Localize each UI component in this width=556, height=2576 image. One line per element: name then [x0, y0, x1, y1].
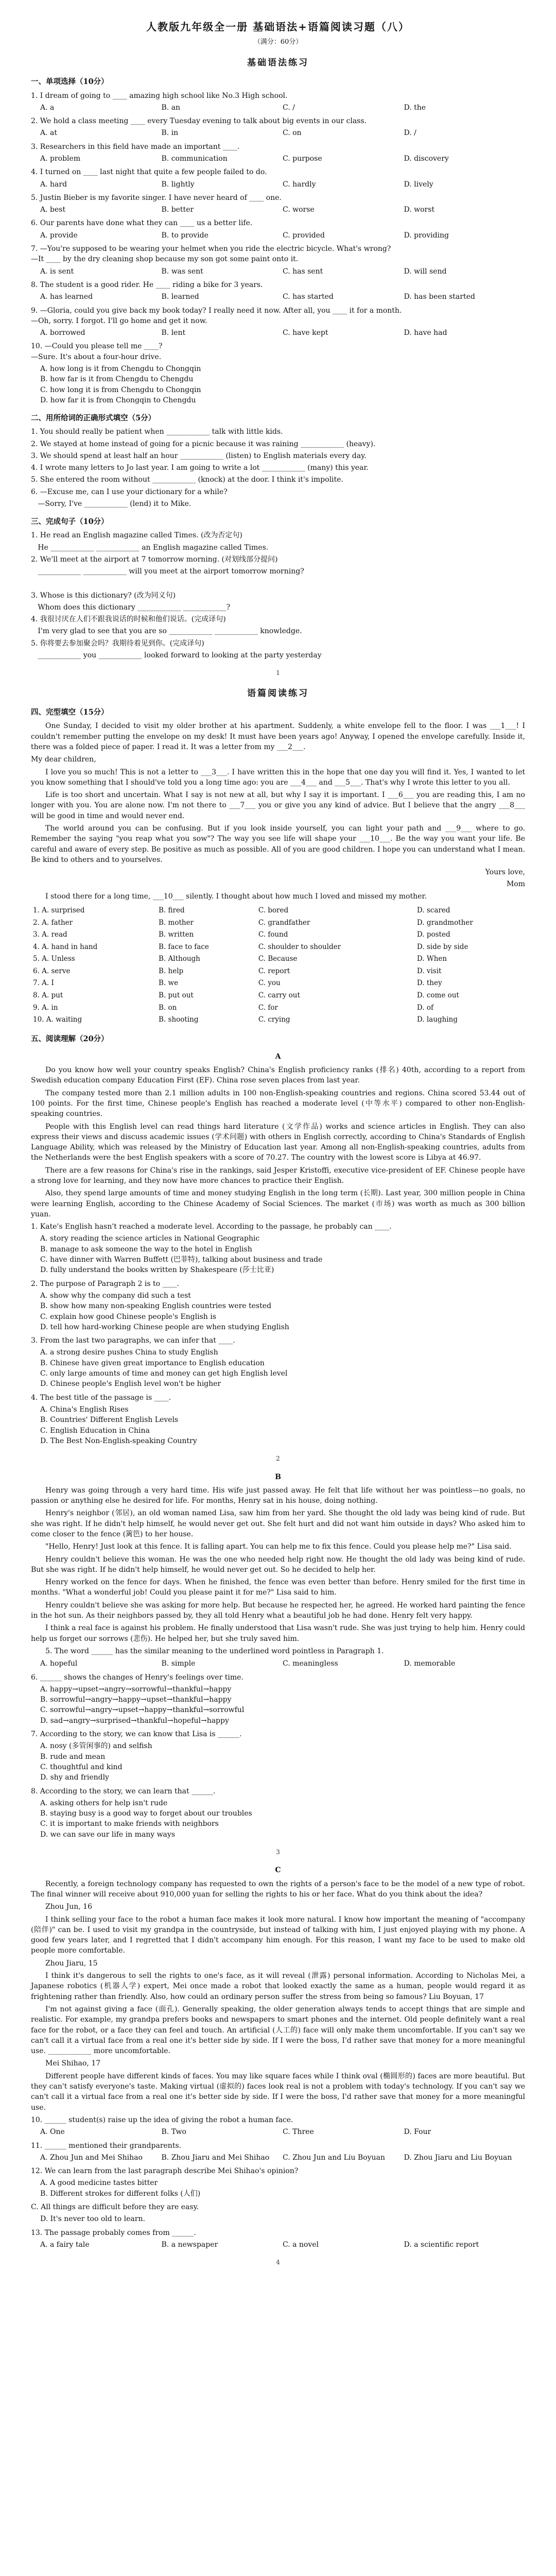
cloze-option: D. they [416, 979, 442, 988]
reading-passage-a [31, 1052, 525, 1446]
cloze-option: D. posted [416, 930, 450, 939]
passage-paragraph: Zhou Jun, 16 [45, 1903, 92, 1911]
answer-option: D. / [404, 129, 416, 138]
answer-option: C. provided [283, 231, 325, 240]
complete-question: 1. He read an English magazine called Times. (改为否定句) [31, 531, 242, 540]
answer-option: D. Four [404, 2128, 431, 2137]
answer-option: D. worst [404, 206, 435, 214]
answer-option: C. has sent [283, 267, 323, 276]
cloze-option-row [31, 965, 525, 978]
answer-option: B. manage to ask someone the way to the hotel in English [40, 1245, 252, 1253]
option-row [40, 1404, 525, 1446]
answer-option: C. a novel [283, 2240, 319, 2249]
answer-option: B. how far is it from Chengdu to Chengdu [40, 375, 194, 384]
answer-option: B. learned [161, 293, 199, 301]
option-row [40, 1798, 525, 1840]
passage-paragraph: There are a few reasons for China's rise in the rankings, said Jesper Kristoffi, executive vice-president of EF. Chinese people have a strong love for learning, and they now have more chances to practice their English. [31, 1166, 525, 1185]
answer-option: D. It's never too old to learn. [40, 2215, 145, 2224]
fill-question: 2. We stayed at home instead of going for a picnic because it was raining ____________ (heavy). [31, 439, 376, 448]
cloze-option: B. face to face [159, 942, 209, 951]
fill-question-list [31, 427, 525, 509]
cloze-option: B. Although [159, 955, 200, 963]
fill-question: 4. I wrote many letters to Jo last year. I am going to write a lot ____________ (many) this year. [31, 464, 369, 472]
answer-option: C. it is important to make friends with neighbors [40, 1820, 219, 1828]
answer-option: A. provide [40, 231, 78, 240]
option-row [40, 128, 525, 138]
answer-option: C. how long it is from Chengdu to Chongqin [40, 385, 201, 394]
answer-option: B. lent [161, 329, 186, 337]
answer-option: A. problem [40, 154, 81, 163]
fill-question: —Sorry, I've ____________ (lend) it to Mike. [31, 500, 192, 509]
complete-question: I'm very glad to see that you are so ____________ ____________ knowledge. [31, 627, 302, 636]
answer-option: A. a strong desire pushes China to study English [40, 1348, 218, 1357]
answer-option: B. Zhou Jiaru and Mei Shihao [161, 2153, 270, 2162]
cloze-option: C. report [258, 967, 290, 975]
page-number: 3 [276, 1849, 280, 1856]
cloze-paragraph: The world around you can be confusing. But if you look inside yourself, you can light your path and ___9___ where to go. Remember the saying "you reap what you sow"? The way you see life will shape your ___10___. Be the way you want your life. Be careful and aware of every step. Be positive as much as possible. All of you are good children. I hope you can understand what I mean. Be kind to others and to yourselves. [31, 824, 525, 864]
question-stem: 3. Researchers in this field have made an important ____. [31, 142, 240, 151]
option-row [40, 179, 525, 190]
section-title: 一、单项选择（10分） [31, 77, 109, 87]
cloze-option-row [31, 905, 525, 917]
cloze-option: 9. A. in [33, 1003, 58, 1012]
cloze-option-row [31, 953, 525, 965]
answer-option: D. tell how hard-working Chinese people are when studying English [40, 1323, 289, 1331]
passage-paragraph: Henry was going through a very hard time. His wife just passed away. He felt that life without her was pointless—no goals, no passion or anything else he desired for life. For months, Henry sat in his house, doing nothing. [31, 1486, 525, 1505]
answer-option: D. shy and friendly [40, 1773, 109, 1782]
cloze-option: B. mother [159, 918, 194, 927]
complete-question: 5. 你将要去参加聚会吗？我期待着见到你。(完成译句) [31, 639, 204, 648]
question-stem: 5. Justin Bieber is my favorite singer. I have never heard of ____ one. [31, 193, 282, 202]
passage-paragraph: Henry's neighbor (邻居), an old woman named Lisa, saw him from her yard. She thought the old lady was being kind of rude. But she was right. If he didn't help himself, he would never get out. She felt hurt and did not want him outside in days? Who asked him to come closer to the fence (篱笆) to her house. [31, 1509, 525, 1538]
cloze-paragraph: Life is too short and uncertain. What I say is not new at all, but why I say it is important. I ___6___ you are reading this, I am no longer with you. You are alone now. I'm not there to ___7___ you or give you any kind of advice. But I believe that the angry ___8___ will be good in time and would never end. [31, 791, 525, 820]
cloze-option: C. you [258, 979, 281, 988]
answer-option: C. Three [283, 2128, 314, 2137]
question-stem: 12. We can learn from the last paragraph describe Mei Shihao's opinion? [31, 2167, 299, 2176]
answer-option: B. to provide [161, 231, 208, 240]
answer-option: D. discovery [404, 154, 449, 163]
cloze-option: 2. A. father [33, 918, 73, 927]
answer-option: B. Chinese have given great importance to English education [40, 1359, 265, 1367]
complete-question [31, 579, 525, 589]
answer-option: B. staying busy is a good way to forget about our troubles [40, 1809, 252, 1818]
complete-question: ____________ ____________ will you meet at the airport tomorrow morning? [31, 567, 304, 576]
answer-option: A. happy→upset→angry→sorrowful→thankful→happy [40, 1685, 232, 1693]
answer-option: B. Different strokes for different folks (人们) [40, 2189, 201, 2198]
answer-option: C. on [283, 129, 302, 138]
option-row [40, 2214, 525, 2224]
mc-question-list [31, 91, 525, 406]
page-number: 4 [276, 2259, 280, 2266]
cloze-option: 6. A. serve [33, 967, 71, 975]
answer-option: C. explain how good Chinese people's English is [40, 1312, 216, 1321]
question-stem: 1. I dream of going to ____ amazing high school like No.3 High school. [31, 91, 288, 100]
cloze-option: 4. A. hand in hand [33, 942, 98, 951]
cloze-option-row [31, 941, 525, 954]
cloze-option: 1. A. surprised [33, 906, 85, 915]
cloze-option: B. put out [159, 991, 194, 1000]
answer-option: C. / [283, 103, 295, 112]
cloze-option-row [31, 1002, 525, 1014]
answer-option: D. the [404, 103, 426, 112]
answer-option: A. asking others for help isn't rude [40, 1799, 168, 1807]
answer-option: C. purpose [283, 154, 322, 163]
answer-option: B. an [161, 103, 181, 112]
cloze-passage [31, 721, 525, 865]
fill-question: 1. You should really be patient when ____________ talk with little kids. [31, 428, 283, 436]
question-stem: 4. The best title of the passage is ____. [31, 1393, 171, 1402]
reading-subtitle: 语篇阅读练习 [247, 688, 309, 699]
cloze-option: 8. A. put [33, 991, 63, 1000]
option-row [40, 2153, 525, 2163]
option-row [40, 103, 525, 113]
question-stem: 9. —Gloria, could you give back my book today? I really need it now. After all, you ____ it for a month. —Oh, sorry. I forgot. I'll go home and get it now. [31, 306, 402, 325]
cloze-option: 10. A. waiting [33, 1015, 82, 1024]
answer-option: D. how far it is from Chongqin to Chengdu [40, 396, 196, 404]
answer-option: C. English Education in China [40, 1426, 150, 1435]
answer-option: B. lightly [161, 180, 195, 189]
passage-paragraph: Recently, a foreign technology company has requested to own the rights of a person's face to be the model of a new type of robot. The final winner will receive about 910,000 yuan for selling the rights to his or her face. What do you think about the idea? [31, 1879, 525, 1899]
option-row [40, 230, 525, 241]
question-stem: 8. The student is a good rider. He ____ riding a bike for 3 years. [31, 280, 263, 289]
option-row [40, 2127, 525, 2137]
answer-option: C. has started [283, 293, 334, 301]
option-row [40, 1741, 525, 1783]
letter-sign-off: Yours love, [485, 868, 525, 877]
option-row [40, 1291, 525, 1332]
question-stem: 3. From the last two paragraphs, we can infer that ____. [31, 1336, 235, 1345]
answer-option: A. story reading the science articles in National Geographic [40, 1234, 260, 1243]
answer-option: B. was sent [161, 267, 203, 276]
page-title: 人教版九年级全一册 基础语法+语篇阅读习题（八） [146, 21, 410, 33]
section-title: 四、完型填空（15分） [31, 708, 109, 717]
answer-option: A. a fairy tale [40, 2240, 90, 2249]
fill-question: 3. We should spend at least half an hour ____________ (listen) to English materials every day. [31, 451, 367, 460]
answer-option: A. One [40, 2128, 65, 2137]
passage-paragraph: Do you know how well your country speaks English? China's English proficiency ranks (排名) 40th, according to a report from Swedish education company Education First (EF). China rose seven places from last year. [31, 1066, 525, 1085]
answer-option: C. meaningless [283, 1659, 338, 1668]
passage-paragraph: I think a real face is against his problem. He finally understood that Lisa wasn't rude. She was just trying to help him. Henry could help us forget our sorrows (悲伤). He helped her, but she truly saved him. [31, 1624, 525, 1643]
answer-option: D. has been started [404, 293, 475, 301]
passage-paragraph: Henry couldn't believe this woman. He was the one who needed help right now. He thought the old lady was being kind of rude. But she was right. If he didn't help himself, he would never get out. So he decided to help her. [31, 1555, 525, 1574]
cloze-option: C. bored [258, 906, 289, 915]
passage-paragraph: I'm not against giving a face (面孔). Generally speaking, the older generation always tends to accept things that are simple and realistic. For example, my grandpa prefers books and newspapers to smart phones and the internet. Old people definitely want a real face for the robot, or a face they can feel and touch. An artificial (人工的) face will only make them uncomfortable. If you can't say we can't call it a virtual face from a real one it's better side by side. If I were the boss, I'd rather save that money for a more meaningful use. ____________ more uncomfortable. [31, 2005, 525, 2056]
fill-question: 5. She entered the room without ____________ (knock) at the door. I think it's impolite. [31, 476, 343, 484]
complete-question: 4. 我很讨厌在人们不跟我说话的时候和他们说话。(完成译句) [31, 615, 226, 624]
question-stem: 13. The passage probably comes from ______. [31, 2228, 196, 2237]
answer-option: A. China's English Rises [40, 1405, 129, 1414]
question-stem: 1. Kate's English hasn't reached a moderate level. According to the passage, he probably can ____. [31, 1223, 392, 1231]
answer-option: B. communication [161, 154, 228, 163]
complete-question: ____________ you ____________ looked forward to looking at the party yesterday [31, 651, 322, 659]
option-row [40, 266, 525, 277]
option-row [40, 205, 525, 215]
cloze-option: B. written [159, 930, 194, 939]
cloze-option: D. of [416, 1003, 433, 1012]
cloze-option: 5. A. Unless [33, 955, 75, 963]
passage-paragraph: I think selling your face to the robot a human face makes it look more natural. I know how important the meaning of "accompany (陪伴)" can be. I used to visit my grandpa in the countryside, but instead of talking with him, I just enjoyed playing with my phone. A good few years later, and I regretted that I didn't accompany him enough. For this reason, I want my face to be used to make old people more comfortable. [31, 1915, 525, 1955]
answer-option: B. Countries' Different English Levels [40, 1416, 179, 1425]
passage-paragraph: "Hello, Henry! Just look at this fence. It is falling apart. You can help me to fix this fence. Could you please help me?" Lisa said. [45, 1543, 512, 1551]
answer-option: A. a [40, 103, 55, 112]
cloze-option: D. scared [416, 906, 450, 915]
complete-question: 2. We'll meet at the airport at 7 tomorrow morning. (对划线部分提问) [31, 555, 278, 564]
answer-option: C. thoughtful and kind [40, 1762, 123, 1771]
grammar-subtitle: 基础语法练习 [247, 57, 309, 68]
answer-option: A. best [40, 206, 66, 214]
cloze-option: B. shooting [159, 1015, 199, 1024]
answer-option: D. a scientific report [404, 2240, 479, 2249]
cloze-option: C. found [258, 930, 288, 939]
score-meta: （满分：60分） [253, 38, 303, 46]
letter-signature: Mom [506, 879, 525, 888]
option-row [40, 1684, 525, 1726]
option-row [40, 154, 525, 164]
cloze-option: B. on [159, 1003, 177, 1012]
cloze-option-row [31, 990, 525, 1002]
cloze-paragraph: My dear children, [31, 755, 96, 764]
answer-option: D. we can save our life in many ways [40, 1830, 176, 1839]
answer-option: A. how long is it from Chengdu to Chongqin [40, 365, 201, 374]
cloze-option-row [31, 1014, 525, 1026]
answer-option: A. at [40, 129, 57, 138]
answer-option: A. has learned [40, 293, 93, 301]
complete-question-list [31, 530, 525, 660]
question-stem: 4. I turned on ____ last night that quite a few people failed to do. [31, 168, 267, 177]
page-number: 2 [276, 1455, 280, 1463]
option-row [40, 1233, 525, 1275]
answer-option: D. have had [404, 329, 447, 337]
answer-option: D. Zhou Jiaru and Liu Boyuan [404, 2153, 512, 2162]
cloze-option: D. grandmother [416, 918, 473, 927]
fill-question: 6. —Excuse me, can I use your dictionary for a while? [31, 487, 228, 496]
cloze-options-table [31, 905, 525, 1026]
answer-option: D. memorable [404, 1659, 456, 1668]
cloze-option: D. side by side [416, 942, 468, 951]
answer-option: B. show how many non-speaking English countries were tested [40, 1302, 271, 1311]
passage-paragraph: Henry couldn't believe she was asking for more help. But because he respected her, he agreed. He worked hard painting the fence in the hot sun. As their neighbors passed by, they all told Henry what a beautiful job he had done. Henry felt very happy. [31, 1601, 525, 1620]
answer-option: A. A good medicine tastes bitter [40, 2179, 158, 2188]
answer-option: A. borrowed [40, 329, 85, 337]
section-title: 五、阅读理解（20分） [31, 1034, 109, 1043]
answer-option: C. only large amounts of time and money can get high English level [40, 1369, 288, 1378]
answer-option: A. Zhou Jun and Mei Shihao [40, 2153, 143, 2162]
answer-option: D. The Best Non-English-speaking Country [40, 1436, 197, 1445]
cloze-option: B. fired [159, 906, 185, 915]
question-stem: C. All things are difficult before they are easy. [31, 2203, 199, 2212]
answer-option: D. lively [404, 180, 433, 189]
option-row [40, 292, 525, 302]
answer-option: D. sad→angry→surprised→thankful→hopeful→happy [40, 1716, 229, 1725]
cloze-option: D. visit [416, 967, 442, 975]
answer-option: C. worse [283, 206, 315, 214]
complete-question: 3. Whose is this dictionary? (改为同义句) [31, 591, 176, 600]
cloze-option: C. for [258, 1003, 278, 1012]
cloze-option-row [31, 977, 525, 990]
section-multiple-choice [31, 76, 525, 405]
passage-paragraph: The company tested more than 2.1 million adults in 100 non-English-speaking countries and regions. China scored 53.44 out of 100 points. For the first time, Chinese people's English has reached a moderate level (中等水平) compared to other non-English-speaking countries. [31, 1089, 525, 1118]
cloze-option-row [31, 917, 525, 929]
passage-letter: C [275, 1866, 281, 1875]
passage-paragraph: I think it's dangerous to sell the rights to one's face, as it will reveal (泄露) personal information. According to Nicholas Mei, a Japanese robotics (机器人学) expert, Mei once made a robot that looked exactly the same as a human, people would regard it as frightening rather than friendly. Also, how could an ordinary person suffer the stress from being so famous? Liu Boyuan, 17 [31, 1972, 525, 2001]
passage-paragraph: People with this English level can read things hard literature (文学作品) works and science articles in English. They can also express their views and discuss academic issues (学术问题) with others in English correctly, according to China's Standards of English Language Ability, which was released by the Ministry of Education last year. Among all non-English-speaking countries, adults from the Netherlands were the best English speakers with a score of 70.27. The country with the lowest score is Libya at 46.97. [31, 1122, 525, 1162]
answer-option: B. better [161, 206, 194, 214]
cloze-option: C. carry out [258, 991, 300, 1000]
question-stem: 7. According to the story, we can know that Lisa is ______. [31, 1730, 242, 1739]
section-reading [31, 1033, 525, 2267]
answer-option: D. will send [404, 267, 447, 276]
question-stem: 11. ______ mentioned their grandparents. [31, 2141, 182, 2150]
question-stem: 7. —You're supposed to be wearing your helmet when you ride the electric bicycle. What's wrong? —It ____ by the dry cleaning shop because my son got some paint onto it. [31, 245, 391, 264]
complete-question: Whom does this dictionary ____________ ____________? [31, 603, 231, 612]
cloze-option: 3. A. read [33, 930, 67, 939]
answer-option: C. Zhou Jun and Liu Boyuan [283, 2153, 385, 2162]
option-row [40, 2178, 525, 2199]
section-cloze [31, 707, 525, 1026]
answer-option: A. show why the company did such a test [40, 1291, 191, 1300]
complete-question: He ____________ ____________ an English magazine called Times. [31, 543, 269, 552]
option-row [40, 1347, 525, 1389]
answer-option: D. fully understand the books written by Shakespeare (莎士比亚) [40, 1266, 274, 1275]
answer-option: B. Two [161, 2128, 186, 2137]
page-number: 1 [276, 669, 280, 677]
question-stem: 6. ______ shows the changes of Henry's feelings over time. [31, 1673, 244, 1682]
section-fill-blanks [31, 413, 525, 509]
answer-option: C. have dinner with Warren Buffett (巴菲特), talking about business and trade [40, 1256, 323, 1264]
cloze-option: D. laughing [416, 1015, 458, 1024]
question-stem: 10. ______ student(s) raise up the idea of giving the robot a human face. [31, 2115, 293, 2124]
cloze-option: B. help [159, 967, 184, 975]
question-stem: 2. We hold a class meeting ____ every Tuesday evening to talk about big events in our class. [31, 117, 367, 126]
answer-option: A. hopeful [40, 1659, 78, 1668]
section-title: 二、用所给词的正确形式填空（5分） [31, 414, 156, 423]
option-row [40, 364, 525, 405]
answer-option: B. simple [161, 1659, 196, 1668]
cloze-option: B. we [159, 979, 179, 988]
option-row [40, 1658, 525, 1669]
option-row [40, 328, 525, 338]
answer-option: B. sorrowful→angry→happy→upset→thankful→happy [40, 1696, 232, 1704]
question-stem: 2. The purpose of Paragraph 2 is to ____. [31, 1279, 179, 1288]
cloze-paragraph: I love you so much! This is not a letter to ___3___. I have written this in the hope that one day you will find it. Yes, I wanted to let you know something that I should've told you a long time ago: you are ___4___ and ___5___. That's why I wrote this letter to you all. [31, 768, 525, 787]
passage-letter: A [275, 1052, 281, 1061]
passage-letter: B [275, 1472, 281, 1481]
question-stem: 10. —Could you please tell me ____? —Sure. It's about a four-hour drive. [31, 342, 163, 361]
question-stem: 8. According to the story, we can learn that ______. [31, 1787, 216, 1795]
passage-paragraph: 5. The word ______ has the similar meaning to the underlined word pointless in Paragraph 1. [45, 1647, 384, 1655]
answer-option: B. in [161, 129, 179, 138]
answer-option: C. hardly [283, 180, 316, 189]
section-complete-sentences [31, 516, 525, 660]
answer-option: B. rude and mean [40, 1752, 106, 1761]
passage-paragraph: Also, they spend large amounts of time and money studying English in the long term (长期). Last year, 300 million people in China were learning English, according to the Chinese Academy of Social Sciences. The market (市场) was worth as much as 300 billion yuan. [31, 1189, 525, 1218]
cloze-option: C. Because [258, 955, 298, 963]
cloze-option: C. shoulder to shoulder [258, 942, 341, 951]
cloze-option: D. When [416, 955, 447, 963]
reading-passage-b [31, 1472, 525, 1840]
cloze-option-row [31, 929, 525, 941]
section-title: 三、完成句子（10分） [31, 517, 109, 527]
question-stem: 6. Our parents have done what they can ____ us a better life. [31, 219, 253, 228]
cloze-option: D. come out [416, 991, 459, 1000]
answer-option: A. hard [40, 180, 67, 189]
option-row [40, 2240, 525, 2250]
passage-paragraph: Mei Shihao, 17 [45, 2059, 101, 2068]
cloze-closing: I stood there for a long time, ___10___ silently. I thought about how much I loved and missed my mother. [45, 892, 427, 901]
answer-option: D. Chinese people's English level won't be higher [40, 1380, 221, 1388]
answer-option: A. nosy (多管闲事的) and selfish [40, 1742, 152, 1751]
cloze-paragraph: One Sunday, I decided to visit my older brother at his apartment. Suddenly, a white envelope fell to the floor. I was ___1___! I couldn't remember putting the envelope on my desk! It must have been years ago! Anyway, I opened the envelope carefully. Inside it, there was a folded piece of paper. I read it. It was a letter from my ___2___. [31, 722, 525, 751]
answer-option: D. providing [404, 231, 449, 240]
answer-option: A. is sent [40, 267, 74, 276]
passage-paragraph: Different people have different kinds of faces. You may like square faces while I think oval (椭圆形的) faces are more beautiful. But they can't satisfy everyone's taste. Making virtual (虚拟的) faces look real is not a problem with today's technology. If you can't say we can't call it a virtual face from a real one it's better side by side. If I were the boss, I'd rather save that money for a more meaningful use. [31, 2072, 525, 2112]
answer-option: C. have kept [283, 329, 328, 337]
cloze-option: C. grandfather [258, 918, 310, 927]
cloze-option: 7. A. I [33, 979, 54, 988]
answer-option: C. sorrowful→angry→upset→happy→thankful→sorrowful [40, 1706, 245, 1715]
answer-option: B. a newspaper [161, 2240, 218, 2249]
reading-passage-c [31, 1865, 525, 2250]
passage-paragraph: Zhou Jiaru, 15 [45, 1959, 98, 1968]
passage-paragraph: Henry worked on the fence for days. When he finished, the fence was even better than before. Henry smiled for the first time in months. "What a wonderful job! Could you please paint it for me?" Lisa said to him. [31, 1578, 525, 1597]
cloze-option: C. crying [258, 1015, 290, 1024]
